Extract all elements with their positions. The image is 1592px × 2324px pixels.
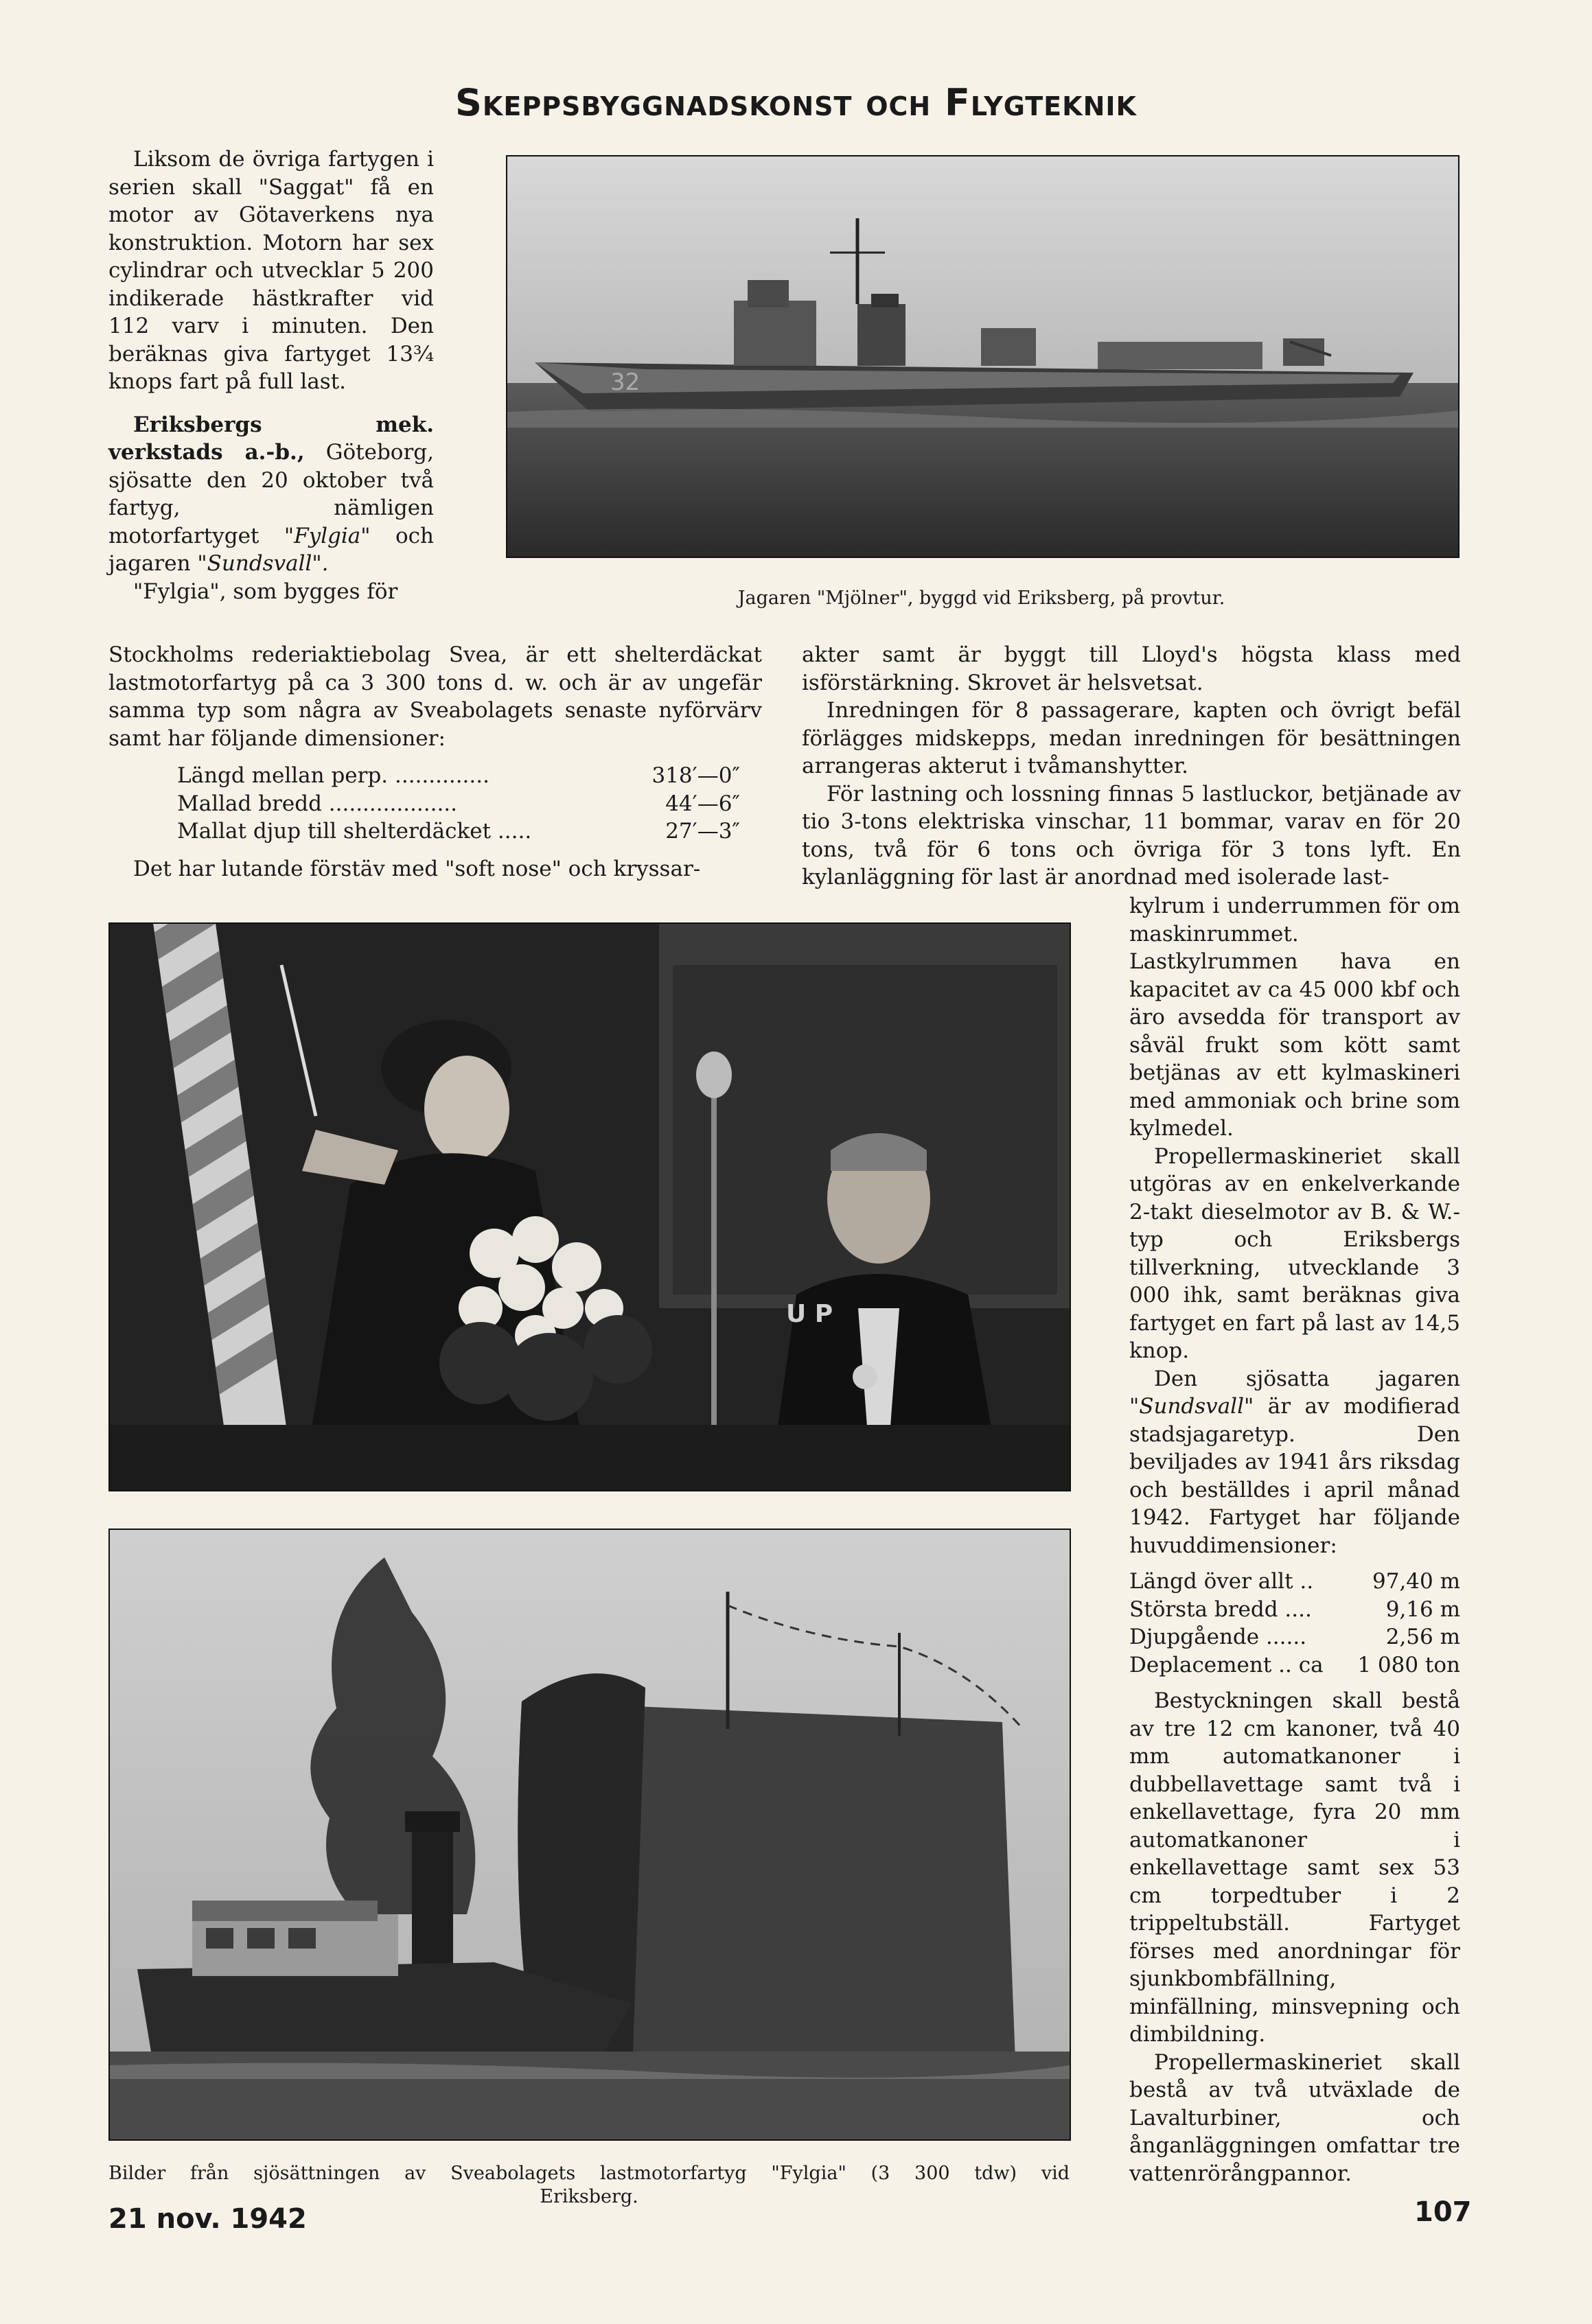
fylgia-dimensions-table (177, 762, 740, 846)
paragraph-stern: akter samt är byggt till Lloyd's högsta klass med isförstärkning. Skrovet är helsvetsat. (802, 642, 1461, 695)
dimension-label: Deplacement .. ca (1129, 1652, 1324, 1677)
right-column-top (802, 641, 1461, 892)
dimension-label: Längd mellan perp. .............. (177, 763, 489, 788)
jacket-text: U P (786, 1300, 833, 1328)
hull-number: 32 (610, 369, 641, 396)
sundsvall-dimensions-table (1129, 1568, 1460, 1679)
destroyer-photo (506, 155, 1460, 558)
dimension-row (1129, 1568, 1460, 1596)
dimension-label: Mallat djup till shelterdäcket ..... (177, 819, 532, 844)
paragraph-cargo: För lastning och lossning finnas 5 lastluckor, betjänade av tio 3-tons elektriska vinschar, 11 bommar, varav en för 20 tons, två för 6 tons och övriga för 3 tons lyft. En kylanläggning för last är anordnad med isolerade last- (802, 781, 1461, 890)
footer-date: 21 nov. 1942 (108, 2203, 307, 2235)
dimension-label: Längd över allt .. (1129, 1569, 1314, 1594)
left-column-top (108, 146, 434, 605)
dimension-label: Största bredd .... (1129, 1596, 1312, 1622)
right-column-narrow (1129, 892, 1460, 2187)
company-name: Eriksbergs mek. verkstads a.-b., (108, 412, 434, 465)
launching-caption (108, 2162, 1070, 2209)
paragraph-refrigeration: kylrum i underrummen för om maskinrummet. Lastkylrummen hava en kapacitet av ca 45 000 kbf och äro avsedda för transport av såväl frukt som kött samt betjänas av ett kylmaskineri med ammoniak och brine som kylmedel. (1129, 894, 1460, 1141)
dimension-value: 318′—0″ (651, 763, 740, 788)
page-header: Skeppsbyggnadskonst och Flygteknik (455, 81, 1137, 124)
dimension-value: 1 080 ton (1357, 1652, 1460, 1677)
launching-caption-line2: Eriksberg. (540, 2186, 638, 2207)
dimension-label: Djupgående ...... (1129, 1625, 1307, 1649)
dimension-row (177, 817, 740, 846)
dimension-value: 44′—6″ (665, 791, 740, 816)
dimension-value: 9,16 m (1385, 1596, 1460, 1622)
launching-ceremony-photo (108, 922, 1071, 1491)
paragraph-fylgia-stem: Det har lutande förstäv med "soft nose" och kryssar- (133, 856, 701, 881)
dimension-row (1129, 1596, 1460, 1624)
paragraph-saggat: Liksom de övriga fartygen i serien skall "Saggat" få en motor av Götaverkens nya konstruktion. Motorn har sex cylindrar och utvecklar 5 200 indikerade hästkrafter vid 112 varv i minuten. Den beräknas giva fartyget 13¾ knops fart på full last. (108, 147, 434, 394)
paragraph-sundsvall: Den sjösatta jagaren "Sundsvall" är av modifierad stadsjagaretyp. Den beviljades av 1941 års riksdag och beställdes i april månad 1942. Fartyget har följande huvuddimensioner: (1129, 1366, 1460, 1558)
dimension-value: 97,40 m (1372, 1569, 1460, 1594)
dimension-row (1129, 1623, 1460, 1651)
paragraph-eriksberg: Eriksbergs mek. verkstads a.-b., Göteborg, sjösatte den 20 oktober två fartyg, nämligen motorfartyget "Fylgia" och jagaren "Sundsvall". (108, 412, 434, 576)
paragraph-armament: Bestyckningen skall bestå av tre 12 cm kanoner, två 40 mm automatkanoner i dubbellavettage samt två i enkellavettage, fyra 20 mm automatkanoner i enkellavettage samt sex 53 cm torpedtuber i 2 trippeltubställ. Fartyget förses med anordningar för sjunkbombfällning, minfällning, minsvepning och dimbildning. (1129, 1688, 1460, 2047)
paragraph-fylgia-start: "Fylgia", som bygges för (133, 579, 398, 604)
left-column-main (108, 641, 762, 883)
dimension-value: 27′—3″ (665, 819, 740, 844)
launching-ship-photo (108, 1529, 1071, 2141)
paragraph-propulsion-sundsvall: Propellermaskineriet skall bestå av två utväxlade de Lavalturbiner, och ånganläggningen omfattar tre vattenrörångpannor. (1129, 2049, 1460, 2186)
dimension-row (177, 762, 740, 790)
paragraph-propulsion-fylgia: Propellermaskineriet skall utgöras av en enkelverkande 2-takt dieselmotor av B. & W.-typ och Eriksbergs tillverkning, utvecklande 3 000 ihk, samt beräknas giva fartyget en fart på last av 14,5 knop. (1129, 1143, 1460, 1363)
dimension-row (1129, 1651, 1460, 1680)
dimension-value: 2,56 m (1385, 1625, 1460, 1649)
paragraph-accommodation: Inredningen för 8 passagerare, kapten och övrigt befäl förlägges midskepps, medan inredningen för besättningen arrangeras akterut i tvåmanshytter. (802, 698, 1461, 778)
page-number: 107 (1414, 2196, 1472, 2228)
paragraph-fylgia: Stockholms rederiaktiebolag Svea, är ett shelterdäckat lastmotorfartyg på ca 3 300 tons d. w. och är av ungefär samma typ som några av Sveabolagets senaste nyförvärv samt har följande dimensioner: (108, 642, 762, 751)
dimension-row (177, 790, 740, 818)
dimension-label: Mallad bredd ................... (177, 791, 458, 816)
destroyer-caption: Jagaren "Mjölner", byggd vid Eriksberg, på provtur. (737, 588, 1225, 609)
launching-caption-line1: Bilder från sjösättningen av Sveabolagets lastmotorfartyg "Fylgia" (3 300 tdw) vid (108, 2163, 1070, 2184)
